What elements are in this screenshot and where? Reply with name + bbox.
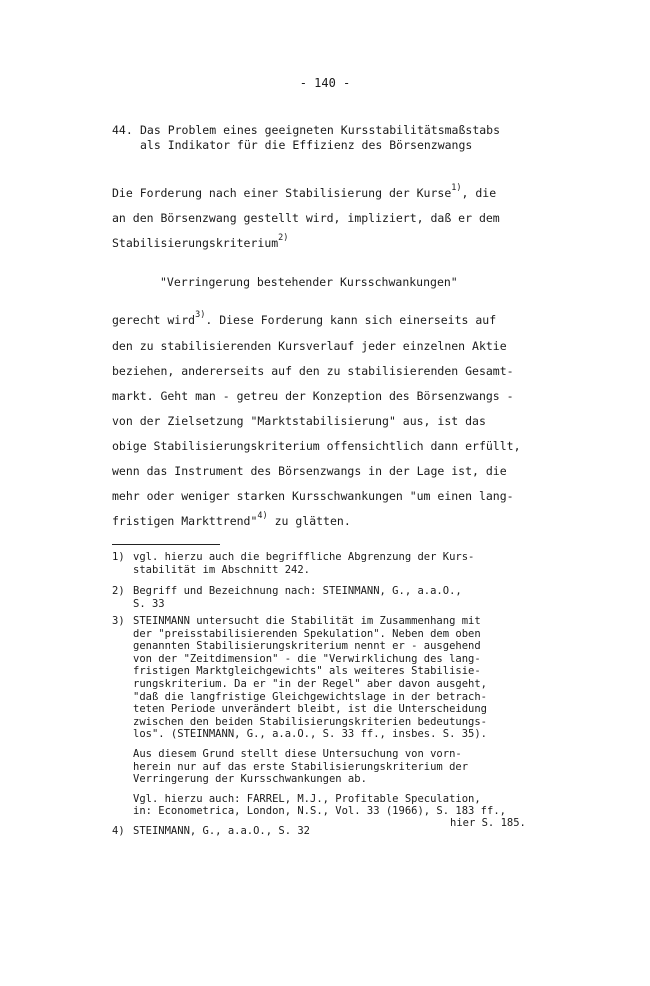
footnote-ref-1[interactable]: 1): [451, 183, 462, 193]
footnote-line: in: Econometrica, London, N.S., Vol. 33 (1966), S. 183 ff.,: [133, 805, 506, 818]
body-line: den zu stabilisierenden Kursverlauf jeder einzelnen Aktie: [112, 339, 507, 353]
footnote-line: Aus diesem Grund stellt diese Untersuchung von vorn-: [133, 747, 462, 760]
footnote-number: 4): [112, 825, 125, 837]
body-line: mehr oder weniger starken Kursschwankungen "um einen lang-: [112, 489, 514, 503]
footnote-line: vgl. hierzu auch die begriffliche Abgrenzung der Kurs-: [133, 551, 475, 563]
body-line: von der Zielsetzung "Marktstabilisierung" aus, ist das: [112, 414, 486, 428]
footnote-line: fristigen Marktgleichgewichts" als weiteres Stabilisie-: [133, 665, 481, 678]
body-line: wenn das Instrument des Börsenzwangs in der Lage ist, die: [112, 464, 507, 478]
body-line: beziehen, andererseits auf den zu stabilisierenden Gesamt-: [112, 364, 514, 378]
footnote-line: STEINMANN, G., a.a.O., S. 32: [133, 825, 311, 837]
body-line: gerecht wird$^{3)}$. Diese Forderung kann sich einerseits auf: [112, 310, 497, 327]
section-number: 44.: [112, 123, 133, 137]
footnote-line: zwischen den beiden Stabilisierungskriterien bedeutungs-: [133, 715, 488, 728]
footnote-line: Verringerung der Kursschwankungen ab.: [133, 773, 367, 786]
footnote-line: von der "Zeitdimension" - die "Verwirklichung des lang-: [133, 652, 481, 665]
quoted-criterion: "Verringerung bestehender Kursschwankungen": [160, 275, 458, 289]
footnote-ref-2[interactable]: 2): [278, 233, 289, 243]
footnote-separator: [112, 544, 220, 545]
body-line: obige Stabilisierungskriterium offensichtlich dann erfüllt,: [112, 439, 521, 453]
footnote-ref-3[interactable]: 3): [195, 310, 206, 320]
footnote-line: hier S. 185.: [450, 817, 526, 829]
body-line: Die Forderung nach einer Stabilisierung der Kurse$^{1)}$, die: [112, 183, 497, 200]
footnote-line: herein nur auf das erste Stabilisierungskriterium der: [133, 760, 469, 773]
footnote-line: der "preisstabilisierenden Spekulation". Neben dem oben: [133, 627, 481, 640]
footnote-line: S. 33: [133, 597, 165, 610]
footnote-line: stabilität im Abschnitt 242.: [133, 563, 311, 576]
footnote-number: 2): [112, 585, 125, 597]
footnote-line: genannten Stabilisierungskriterium nennt er - ausgehend: [133, 640, 481, 653]
body-line: an den Börsenzwang gestellt wird, impliziert, daß er dem: [112, 211, 500, 225]
footnote-line: rungskriterium. Da er "in der Regel" aber davon ausgeht,: [133, 677, 488, 690]
footnote-line: Begriff und Bezeichnung nach: STEINMANN, G., a.a.O.,: [133, 585, 462, 597]
page-number: - 140 -: [299, 76, 351, 90]
footnote-line: los". (STEINMANN, G., a.a.O., S. 33 ff., insbes. S. 35).: [133, 728, 488, 741]
footnote-ref-4[interactable]: 4): [257, 511, 268, 521]
footnote-number: 1): [112, 551, 125, 563]
footnote-number: 3): [112, 615, 125, 627]
section-title-line-2: als Indikator für die Effizienz des Börsenzwangs: [140, 138, 473, 152]
section-title-line-1: Das Problem eines geeigneten Kursstabilitätsmaßstabs: [140, 123, 501, 137]
body-line: markt. Geht man - getreu der Konzeption des Börsenzwangs -: [112, 389, 514, 403]
body-line: fristigen Markttrend"$^{4)}$ zu glätten.: [112, 511, 351, 528]
footnote-line: Vgl. hierzu auch: FARREL, M.J., Profitable Speculation,: [133, 792, 481, 805]
footnote-line: STEINMANN untersucht die Stabilität im Zusammenhang mit: [133, 615, 481, 627]
body-line: Stabilisierungskriterium$^{2)}$: [112, 233, 289, 250]
footnote-line: "daß die langfristige Gleichgewichtslage in der betrach-: [133, 690, 488, 703]
footnote-line: teten Periode unverändert bleibt, ist die Unterscheidung: [133, 703, 488, 716]
